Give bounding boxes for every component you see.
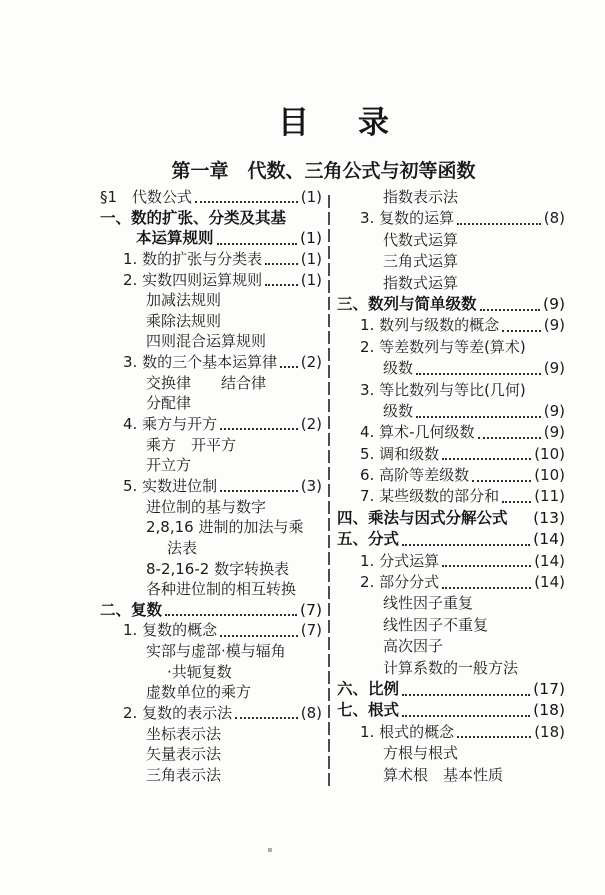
toc-entry (337, 765, 565, 789)
toc-entry-text: 3. 等比数列与等比(几何) (360, 380, 526, 399)
toc-entry-text: 实部与虚部·模与辐角 (146, 642, 286, 661)
page-number: (18) (533, 701, 565, 720)
page-number: (1) (300, 249, 322, 268)
page-number: (18) (534, 722, 565, 741)
toc-entry (337, 337, 565, 361)
toc-entry-text: 指数表示法 (383, 188, 459, 206)
page-number: (3) (300, 476, 322, 495)
toc-entry-text: 一、数的扩张、分类及其基 (100, 208, 287, 227)
toc-entry (100, 765, 322, 789)
page-number: (1) (300, 229, 322, 248)
toc-entry-text: 2. 复数的表示法 (123, 704, 233, 723)
toc-entry-text: 级数 (383, 401, 414, 420)
toc-entry-text: 4. 乘方与开方 (123, 415, 218, 434)
dot-leader (502, 330, 541, 332)
toc-entry (337, 318, 565, 339)
toc-entry (100, 270, 322, 294)
toc-entry-text: 1. 数列与级数的概念 (360, 316, 500, 335)
toc-entry (337, 532, 565, 553)
page-number: (10) (534, 466, 565, 485)
toc-entry-text: 3. 数的三个基本运算律 (123, 353, 278, 372)
toc-entry (337, 230, 565, 254)
toc-entry-text: 三角式运算 (383, 252, 459, 271)
toc-entry-text: 四、乘法与因式分解公式 (337, 508, 508, 527)
toc-entry (337, 444, 565, 468)
toc-entry (100, 334, 322, 355)
toc-entry (337, 190, 565, 211)
dot-leader (220, 635, 298, 637)
page-number: (8) (543, 209, 565, 228)
toc-entry (100, 706, 322, 727)
toc-entry (100, 497, 322, 521)
toc-entry-text: 2. 等差数列与等差(算术) (360, 337, 526, 356)
toc-entry (337, 575, 565, 596)
toc-entry (100, 559, 322, 583)
toc-entry (337, 551, 565, 575)
column-divider (328, 195, 330, 790)
dot-leader (502, 501, 531, 503)
dot-leader (265, 284, 298, 286)
toc-entry-text: 1. 分式运算 (360, 551, 440, 570)
dot-leader (402, 544, 530, 546)
toc-entry-text: 交换律 结合律 (146, 373, 267, 392)
page-number: (9) (543, 316, 565, 335)
page-number: (11) (534, 487, 565, 506)
toc-entry-text: 乘除法规则 (146, 311, 222, 330)
toc-entry-text: 本运算规则 (136, 229, 214, 248)
dot-leader (217, 243, 298, 245)
toc-entry-text: 乘方 开平方 (146, 435, 237, 454)
toc-entry-text: 线性因子重复 (383, 594, 474, 613)
dot-leader (220, 428, 298, 430)
page-number: (1) (300, 188, 322, 206)
dot-leader (402, 715, 530, 717)
toc-entry-text: 8-2,16-2 数字转换表 (146, 559, 290, 578)
dot-leader (457, 736, 531, 738)
dot-leader (235, 717, 298, 719)
page-number: (14) (534, 573, 565, 592)
toc-entry (337, 211, 565, 232)
toc-entry-text: 坐标表示法 (146, 724, 222, 743)
toc-right-column (337, 190, 565, 789)
toc-entry (337, 254, 565, 275)
toc-entry-text: 1. 复数的概念 (123, 621, 218, 640)
toc-entry (100, 231, 322, 252)
page-number: (9) (543, 401, 565, 420)
toc-entry-text: §1 代数公式 (100, 188, 193, 206)
page-number: (13) (533, 508, 565, 527)
dot-leader (442, 458, 531, 460)
toc-entry-text: 二、复数 (100, 600, 163, 619)
toc-entry-text: 七、根式 (337, 701, 400, 720)
toc-entry (100, 724, 322, 748)
toc-entry-text: 高次因子 (383, 637, 444, 656)
toc-entry (100, 600, 322, 624)
page-number: (14) (533, 530, 565, 549)
dot-leader (280, 366, 298, 368)
toc-entry (100, 520, 322, 541)
toc-entry (100, 249, 322, 273)
toc-entry-text: 代数式运算 (383, 230, 459, 249)
toc-entry-text: 四则混合运算规则 (146, 332, 267, 351)
toc-entry-text: 法表 (167, 538, 198, 557)
toc-entry-text: 7. 某些级数的部分和 (360, 487, 500, 506)
toc-entry-text: 级数 (383, 359, 414, 378)
dot-leader (472, 480, 531, 482)
scan-artifact-speck (268, 848, 272, 852)
toc-entry-text: 各种进位制的相互转换 (146, 580, 297, 599)
toc-entry (100, 417, 322, 438)
toc-entry (337, 401, 565, 425)
dot-leader (165, 614, 297, 616)
toc-entry-text: 加减法规则 (146, 291, 222, 310)
dot-leader (442, 565, 531, 567)
toc-entry-text: 六、比例 (337, 679, 400, 698)
toc-entry (100, 190, 322, 211)
toc-entry-text: 算术根 基本性质 (383, 765, 504, 784)
toc-entry (337, 596, 565, 617)
toc-entry-text: 指数式运算 (383, 273, 459, 292)
toc-entry-text: 五、分式 (337, 530, 400, 549)
toc-entry-text: 6. 高阶等差级数 (360, 466, 470, 485)
page-title: 目 录 (278, 105, 398, 141)
toc-entry (100, 623, 322, 644)
page-number: (7) (300, 600, 322, 619)
chapter-heading: 第一章 代数、三角公式与初等函数 (171, 160, 476, 182)
dot-leader (478, 437, 541, 439)
toc-entry-text: 5. 实数进位制 (123, 476, 218, 495)
page-number: (17) (533, 679, 565, 698)
toc-entry (337, 679, 565, 703)
toc-entry (100, 662, 322, 686)
toc-entry (337, 361, 565, 382)
toc-entry (100, 293, 322, 314)
toc-entry-text: 矢量表示法 (146, 745, 222, 764)
toc-left-column (100, 190, 322, 789)
toc-entry-text: 3. 复数的运算 (360, 209, 455, 228)
toc-entry (100, 582, 322, 603)
toc-entry (100, 747, 322, 768)
toc-entry (100, 644, 322, 665)
toc-entry-text: ·共轭复数 (167, 662, 232, 681)
dot-leader (220, 490, 298, 492)
toc-entry (337, 489, 565, 510)
page-number: (9) (543, 294, 565, 313)
page-number: (1) (300, 270, 322, 289)
toc-entry (100, 435, 322, 459)
toc-entry-text: 虚数单位的乘方 (146, 683, 252, 702)
toc-entry (100, 476, 322, 500)
page-number: (14) (534, 551, 565, 570)
toc-entry-text: 进位制的基与数字 (146, 497, 267, 516)
toc-entry (100, 458, 322, 479)
toc-entry (337, 658, 565, 682)
toc-entry-text: 2,8,16 进制的加法与乘 (146, 518, 304, 537)
toc-entry (337, 703, 565, 724)
toc-entry-text: 5. 调和级数 (360, 444, 440, 463)
toc-entry-text: 方根与根式 (383, 744, 459, 763)
dot-leader (416, 373, 541, 375)
toc-entry-text: 2. 实数四则运算规则 (123, 270, 263, 289)
toc-entry (100, 685, 322, 706)
toc-entry (100, 355, 322, 376)
toc-entry (337, 615, 565, 639)
page-number: (2) (300, 353, 322, 372)
toc-entry-text: 三角表示法 (146, 765, 222, 784)
toc-entry-text: 计算系数的一般方法 (383, 658, 519, 677)
dot-leader (402, 694, 530, 696)
toc-entry (100, 373, 322, 397)
page-number: (7) (300, 621, 322, 640)
toc-entry (100, 311, 322, 335)
toc-entry (337, 294, 565, 318)
toc-entry (337, 722, 565, 746)
toc-entry-text: 1. 数的扩张与分类表 (123, 249, 263, 268)
toc-entry (337, 746, 565, 767)
toc-entry (337, 425, 565, 446)
toc-entry (337, 273, 565, 297)
dot-leader (457, 223, 541, 225)
toc-entry (337, 468, 565, 489)
dot-leader (442, 587, 531, 589)
toc-entry-text: 三、数列与简单级数 (337, 294, 477, 313)
toc-entry (100, 396, 322, 417)
toc-entry-text: 4. 算术-几何级数 (360, 423, 475, 442)
dot-leader (480, 309, 541, 311)
toc-entry-text: 分配律 (146, 394, 192, 413)
toc-entry-text: 线性因子不重复 (383, 615, 489, 634)
page-number: (9) (543, 423, 565, 442)
page-number: (8) (300, 704, 322, 723)
dot-leader (265, 263, 298, 265)
toc-entry (100, 538, 322, 562)
dot-leader (416, 416, 541, 418)
toc-entry-text: 1. 根式的概念 (360, 722, 455, 741)
toc-entry (337, 639, 565, 660)
toc-entry-text: 开立方 (146, 456, 192, 475)
page-number: (9) (543, 359, 565, 378)
page-number: (10) (534, 444, 565, 463)
page-number: (2) (300, 415, 322, 434)
toc-entry (337, 380, 565, 404)
dot-leader (195, 201, 298, 203)
toc-entry-text: 2. 部分分式 (360, 573, 440, 592)
